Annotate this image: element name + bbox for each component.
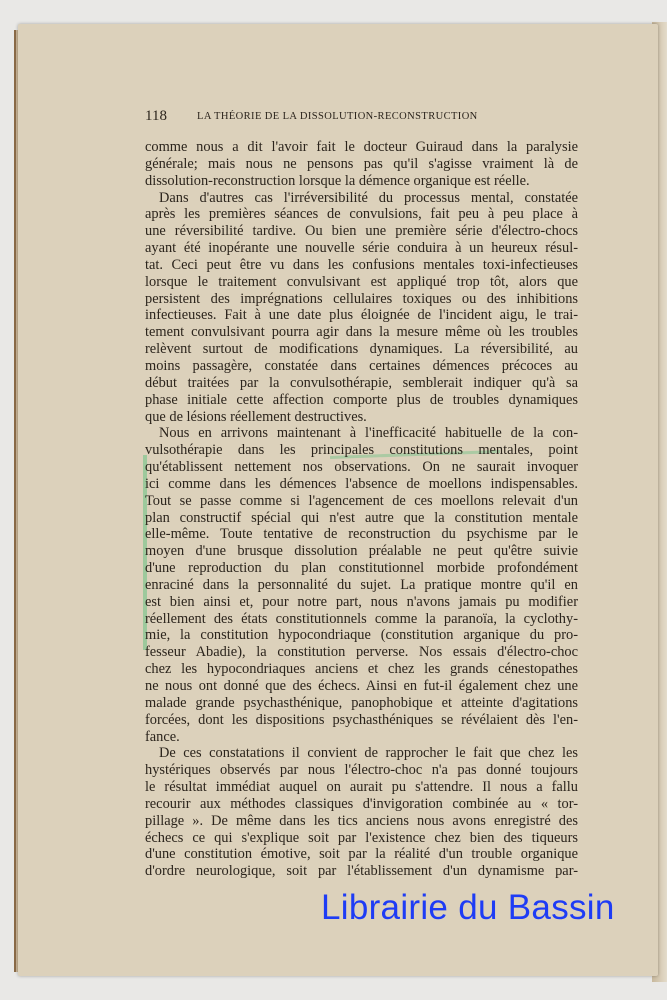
text-line: d'une constitution émotive, soit par la réalité d'un trouble organique [145, 846, 578, 863]
text-line: hystériques observés par nous l'électro-choc n'a pas donné toujours [145, 762, 578, 779]
text-line: infectieuses. Fait à une date plus éloignée de l'incident aigu, le trai- [145, 307, 578, 324]
paragraph [145, 745, 578, 880]
text-line: elle-même. Toute tentative de reconstruction du psychisme par le [145, 526, 578, 543]
watermark-logo: Librairie du Bassin [321, 888, 615, 927]
text-line: que de lésions réellement destructives. [145, 408, 367, 425]
text-line: comme nous a dit l'avoir fait le docteur Guiraud dans la paralysie [145, 139, 578, 155]
running-title: LA THÉORIE DE LA DISSOLUTION-RECONSTRUCTION [197, 111, 478, 122]
text-line: générale; mais nous ne pensons pas qu'il s'agisse vraiment là de [145, 155, 578, 172]
text-line: Tout se passe comme si l'agencement de ces moellons relevait d'un [145, 492, 578, 509]
text-line: vulsothérapie dans les principales constitutions mentales, point [145, 442, 578, 459]
text-line: une réversibilité tardive. Ou bien une première série d'électro-chocs [145, 223, 578, 240]
text-line: Dans d'autres cas l'irréversibilité du processus mental, constatée [159, 189, 578, 206]
text-line: lorsque le traitement convulsivant est appliqué trop tôt, alors que [145, 273, 578, 290]
text-line: ayant été inopérante une nouvelle série conduira à un heureux résul- [145, 240, 578, 257]
page-body-text [145, 139, 578, 880]
text-line: moyen d'une brusque dissolution préalable ne peut qu'être suivie [145, 543, 578, 560]
text-line: échecs ce qui s'explique soit par l'existence chez bien des tiqueurs [145, 829, 578, 846]
text-line: moins passagère, constatée dans certaines démences précoces au [145, 357, 578, 374]
text-line: enraciné dans la personnalité du sujet. La pratique montre qu'il en [145, 576, 578, 593]
text-line: persistent des imprégnations cellulaires toxiques ou des inhibitions [145, 290, 578, 307]
text-line: tat. Ceci peut être vu dans les confusions mentales toxi-infectieuses [145, 256, 578, 273]
text-line: mie, la constitution hypocondriaque (constitution arganique du pro- [145, 627, 578, 644]
paragraph [145, 190, 578, 426]
text-line: Nous en arrivons maintenant à l'inefficacité habituelle de la con- [159, 425, 578, 442]
text-line: ici comme dans les démences l'absence de moellons indispensables. [145, 475, 578, 492]
text-line: relèvent surtout de modifications dynamiques. La réversibilité, au [145, 341, 578, 358]
text-line: forcées, dont les dispositions psychasthéniques se révélaient dès l'en- [145, 711, 578, 728]
text-line: est bien ainsi et, pour notre part, nous n'avons jamais pu modifier [145, 593, 578, 610]
text-line: après les premières séances de convulsions, fait peu à peu place à [145, 206, 578, 223]
text-line: plan constructif spécial qui n'est autre que la constitution mentale [145, 509, 578, 526]
text-line: début traitées par la convulsothérapie, semblerait indiquer qu'à sa [145, 374, 578, 391]
paragraph [145, 139, 578, 190]
paragraph [145, 425, 578, 745]
text-line: réellement des états constitutionnels comme la paranoïa, la cyclothy- [145, 610, 578, 627]
text-line: De ces constatations il convient de rapprocher le fait que chez les [159, 745, 578, 762]
text-line: fesseur Abadie), la constitution perverse. Nos essais d'électro-choc [145, 644, 578, 661]
text-line: chez les hypocondriaques anciens et chez les grands cénestopathes [145, 661, 578, 678]
text-line: d'une reproduction du plan constitutionnel morbide profondément [145, 560, 578, 577]
text-line: ne nous ont donné que des échecs. Ainsi en fut-il également chez une [145, 678, 578, 694]
page-number: 118 [145, 108, 167, 124]
text-line: pillage ». De même dans les tics anciens nous avons enregistré des [145, 812, 578, 829]
text-line: phase initiale cette affection comporte plus de troubles dynamiques [145, 391, 578, 408]
text-line: le résultat immédiat auquel on aurait pu s'attendre. Il nous a fallu [145, 779, 578, 796]
text-line: dissolution-reconstruction lorsque la démence organique est réelle. [145, 172, 530, 189]
text-line: qu'établissent nettement nos observations. On ne saurait invoquer [145, 459, 578, 476]
text-line: malade grande psychasthénique, panophobique et atteinte d'agitations [145, 694, 578, 711]
text-line: recourir aux méthodes classiques d'invigoration combinée au « tor- [145, 795, 578, 812]
text-line: tement convulsivant pourra agir dans la mesure même où les troubles [145, 324, 578, 341]
text-line: d'ordre neurologique, soit par l'établissement d'un dynamisme par- [145, 863, 578, 880]
text-line: fance. [145, 728, 180, 745]
